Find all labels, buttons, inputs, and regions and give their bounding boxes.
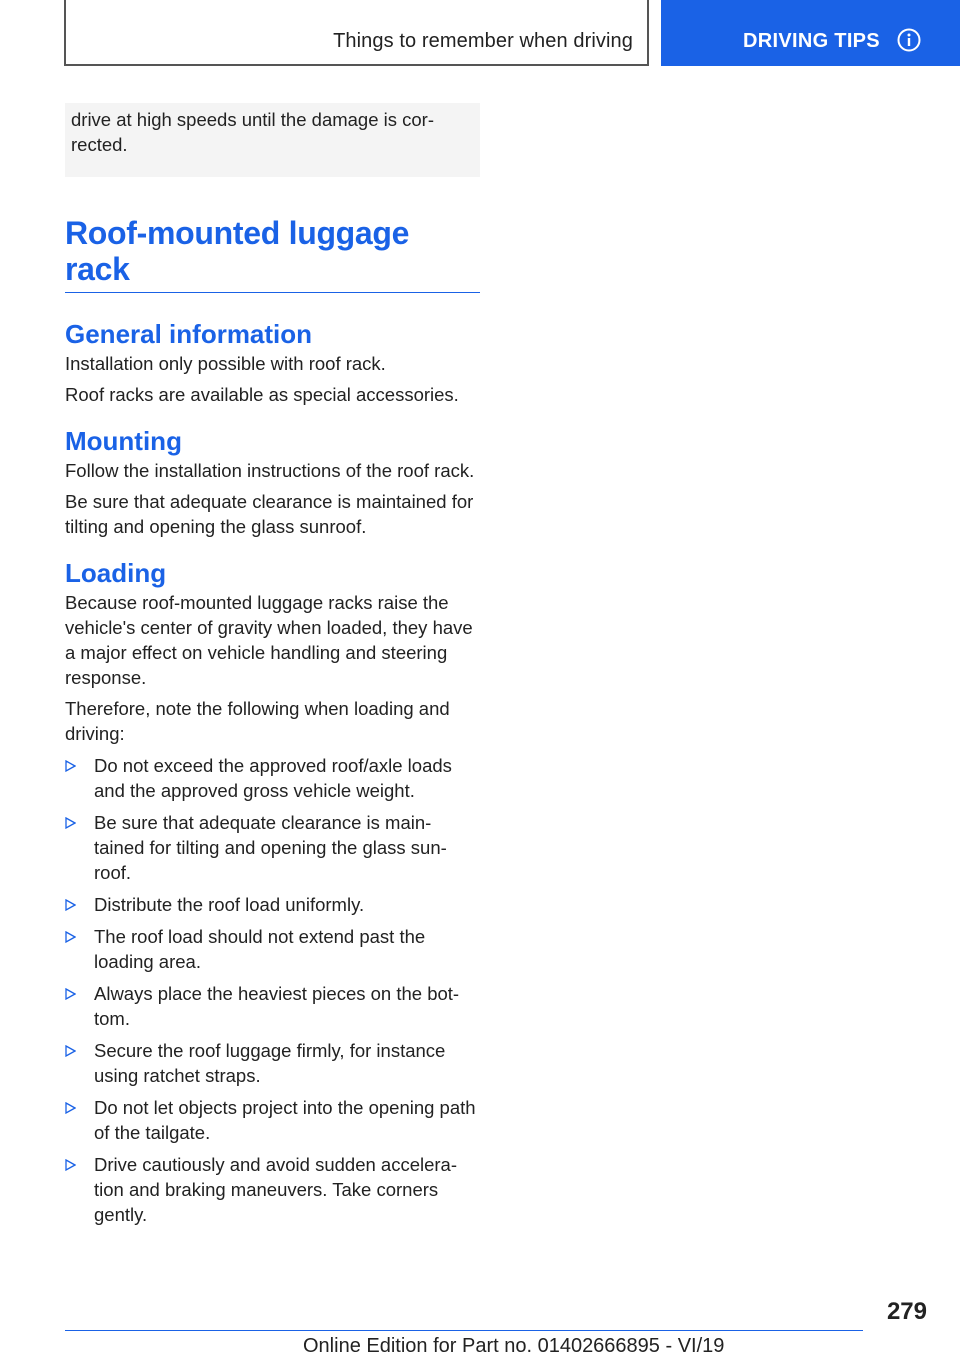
paragraph: Follow the installation instructions of the roof rack. bbox=[65, 460, 475, 481]
main-heading-line: Roof-mounted luggage bbox=[65, 215, 410, 251]
section-heading-mounting: Mounting bbox=[65, 426, 182, 456]
header-section-box bbox=[64, 0, 649, 66]
page-number: 279 bbox=[886, 1298, 927, 1325]
list-item-text: Always place the heaviest pieces on the bot-tom. bbox=[94, 983, 460, 1029]
list-item bbox=[65, 981, 480, 1031]
list-item bbox=[65, 810, 480, 885]
paragraph: Be sure that adequate clearance is maintained for tilting and opening the glass sunroof. bbox=[65, 491, 474, 537]
triangle-bullet-icon bbox=[65, 817, 76, 829]
triangle-bullet-icon bbox=[65, 1102, 76, 1114]
main-heading-line: rack bbox=[65, 251, 130, 287]
triangle-bullet-icon bbox=[65, 988, 76, 1000]
paragraph: Roof racks are available as special accessories. bbox=[65, 384, 459, 405]
list-item-text: Be sure that adequate clearance is main-tained for tilting and opening the glass sun-roof. bbox=[94, 812, 447, 883]
list-item bbox=[65, 1152, 480, 1227]
footer-divider bbox=[65, 1330, 863, 1331]
content-column bbox=[65, 103, 480, 1234]
heading-divider bbox=[65, 292, 480, 293]
list-item-text: Drive cautiously and avoid sudden accelera-tion and braking maneuvers. Take corners gently. bbox=[94, 1154, 458, 1225]
section-title: Things to remember when driving bbox=[333, 30, 633, 52]
list-item bbox=[65, 753, 480, 803]
paragraph: Because roof-mounted luggage racks raise the vehicle's center of gravity when loaded, they have a major effect on vehicle handling and steering response. bbox=[65, 592, 473, 688]
note-line: rected. bbox=[71, 134, 128, 155]
edition-footer: Online Edition for Part no. 01402666895 - VI/19 bbox=[303, 1335, 725, 1357]
list-item-text: Secure the roof luggage firmly, for instance using ratchet straps. bbox=[94, 1040, 446, 1086]
list-item-text: The roof load should not extend past the loading area. bbox=[94, 926, 426, 972]
note-line: drive at high speeds until the damage is cor- bbox=[71, 109, 435, 130]
list-item-text: Distribute the roof load uniformly. bbox=[94, 894, 365, 915]
note-box bbox=[65, 103, 480, 177]
loading-bullet-list bbox=[65, 753, 480, 1227]
list-item bbox=[65, 1095, 480, 1145]
triangle-bullet-icon bbox=[65, 899, 76, 911]
info-icon bbox=[897, 28, 921, 52]
list-item-text: Do not exceed the approved roof/axle loads and the approved gross vehicle weight. bbox=[94, 755, 452, 801]
main-heading bbox=[65, 215, 480, 287]
triangle-bullet-icon bbox=[65, 1045, 76, 1057]
triangle-bullet-icon bbox=[65, 1159, 76, 1171]
chapter-title: DRIVING TIPS bbox=[743, 30, 880, 52]
list-item-text: Do not let objects project into the opening path of the tailgate. bbox=[94, 1097, 476, 1143]
triangle-bullet-icon bbox=[65, 931, 76, 943]
chapter-tab[interactable] bbox=[661, 0, 960, 66]
paragraph: Therefore, note the following when loading and driving: bbox=[65, 698, 450, 744]
list-item bbox=[65, 924, 480, 974]
triangle-bullet-icon bbox=[65, 760, 76, 772]
list-item bbox=[65, 1038, 480, 1088]
section-heading-general: General information bbox=[65, 319, 313, 349]
list-item bbox=[65, 892, 480, 917]
section-heading-loading: Loading bbox=[65, 558, 167, 588]
paragraph: Installation only possible with roof rack. bbox=[65, 353, 386, 374]
